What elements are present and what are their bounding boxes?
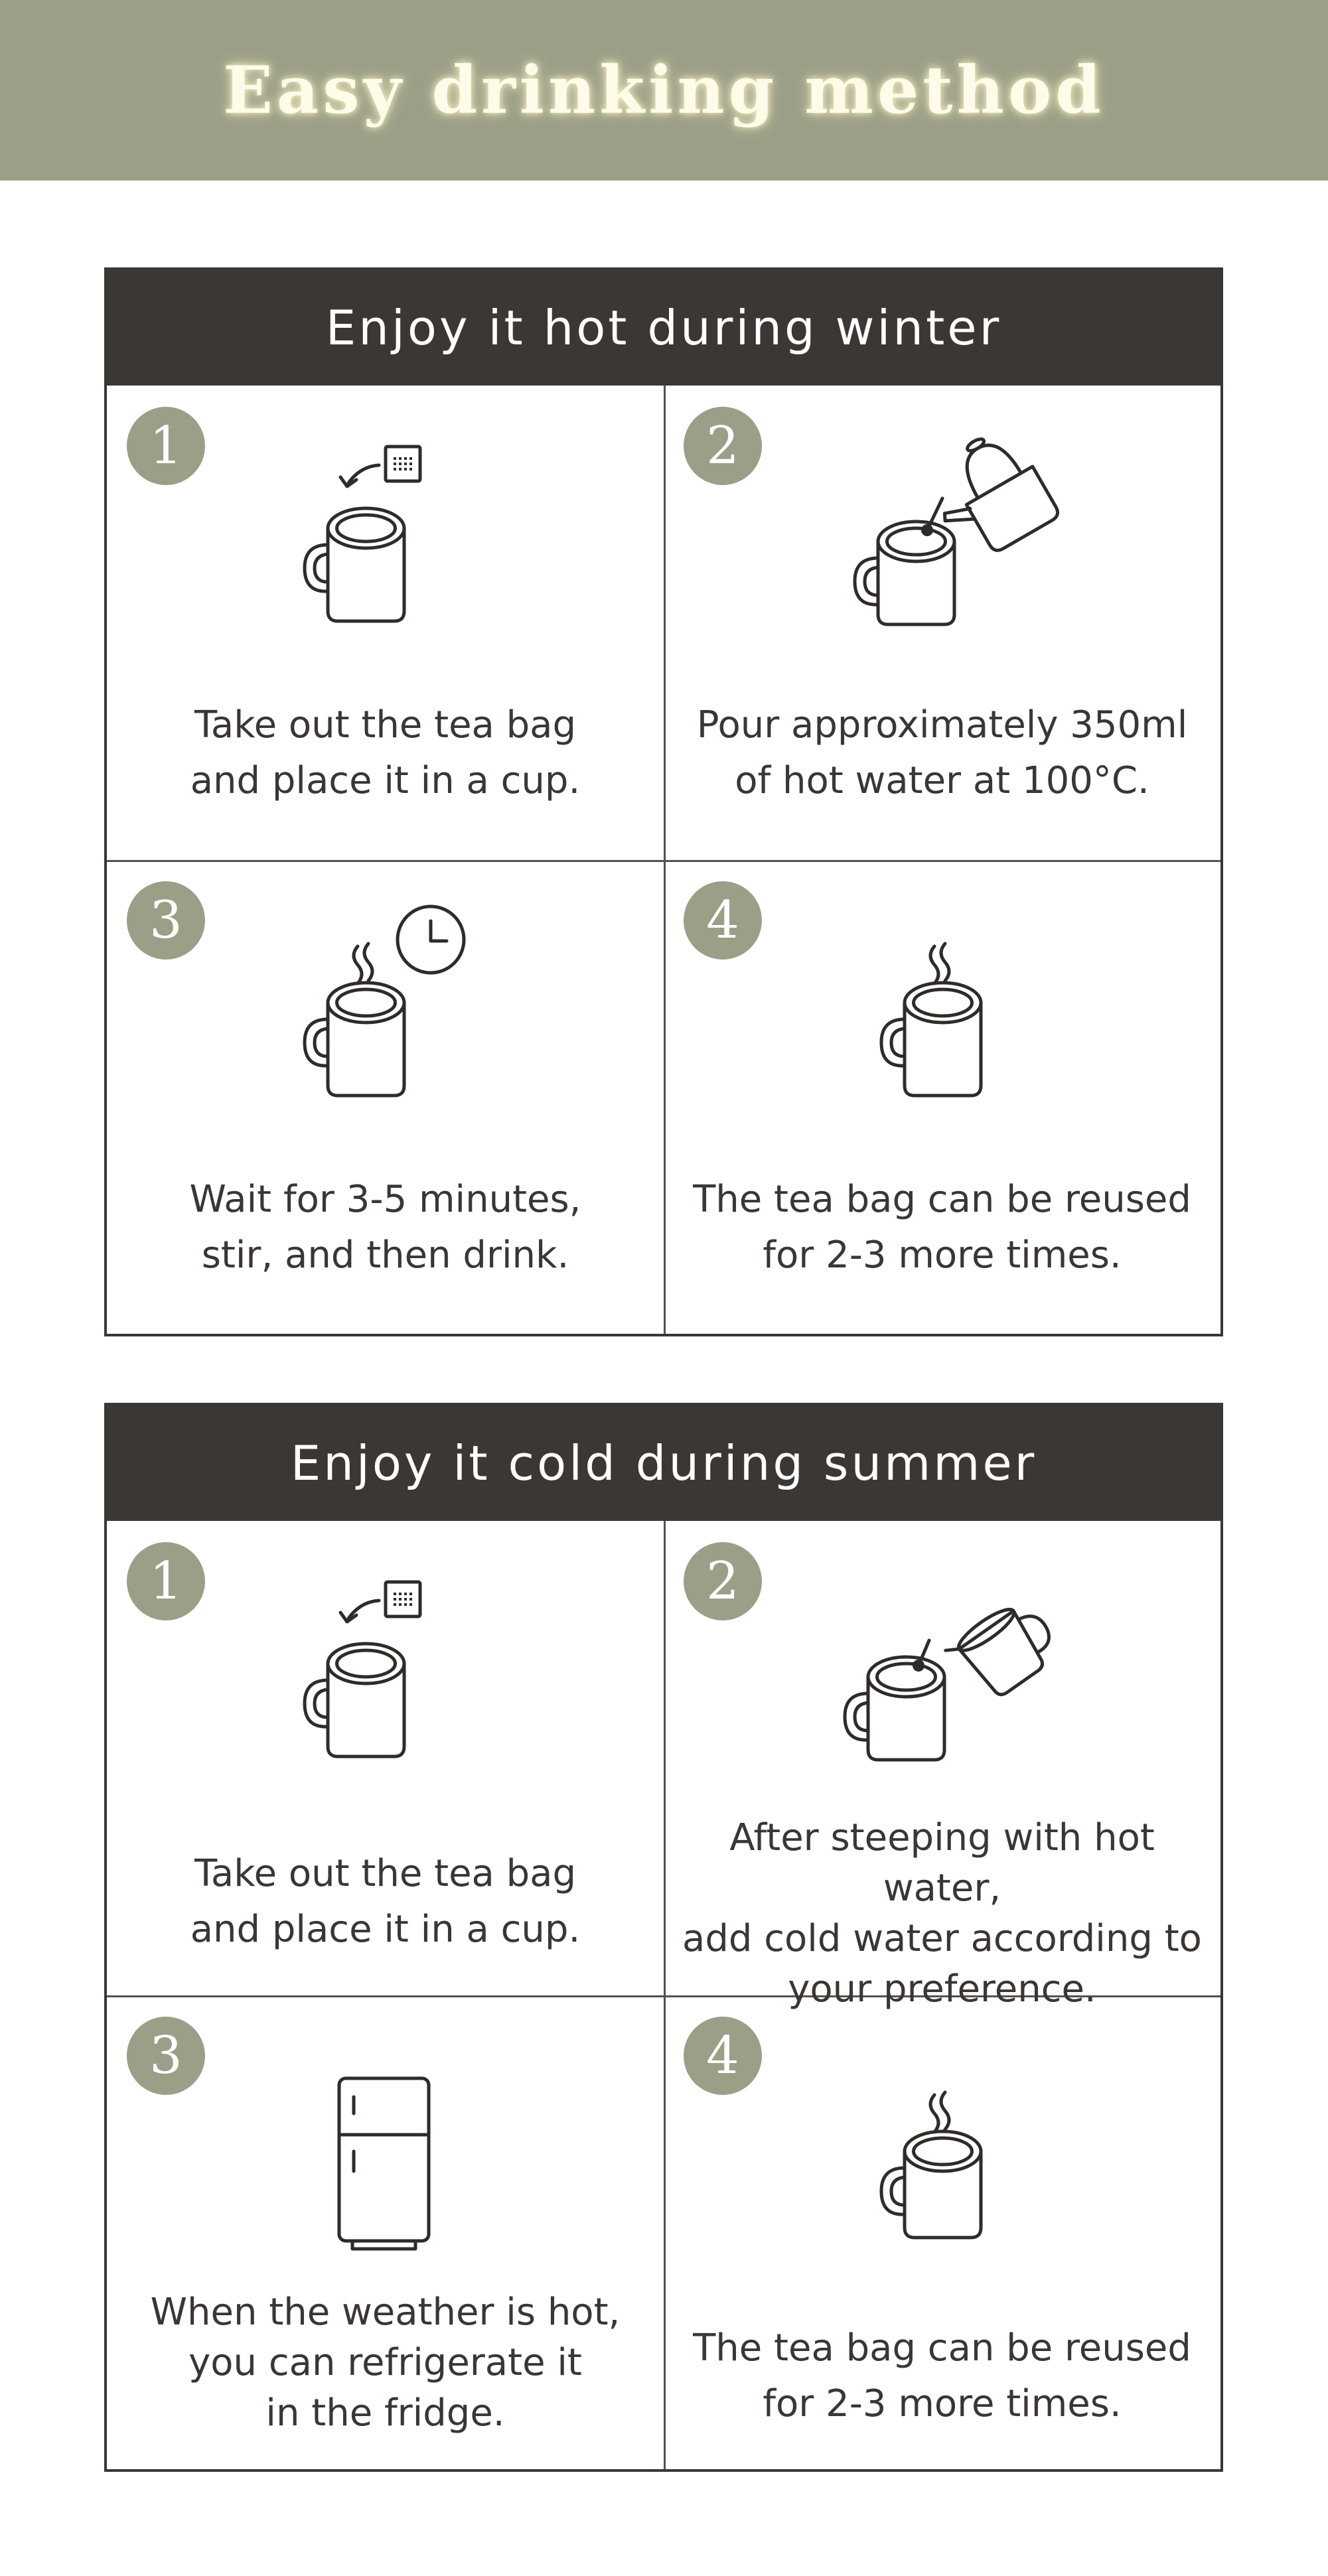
step-caption [677, 1172, 1207, 1283]
hot-step-2 [664, 386, 1220, 860]
cold-steps-grid [107, 1521, 1220, 2469]
cold-step-1 [107, 1521, 664, 1995]
page-title: Easy drinking method [223, 52, 1105, 129]
hot-section-header [107, 270, 1220, 386]
hot-steps-grid [107, 386, 1220, 1334]
caption-line: and place it in a cup. [190, 759, 581, 802]
caption-line: Take out the tea bag [194, 1852, 577, 1895]
fridge-icon [107, 2029, 664, 2254]
caption-line: add cold water according to [682, 1917, 1202, 1960]
cold-step-3 [107, 1995, 664, 2470]
step-caption [120, 697, 650, 809]
steaming-cup-clock-icon [107, 893, 664, 1119]
step-number-badge: 1 [127, 1542, 205, 1620]
cold-section-title: Enjoy it cold during summer [290, 1435, 1037, 1491]
caption-line: you can refrigerate it [188, 2340, 582, 2384]
caption-line: Pour approximately 350ml [696, 703, 1188, 747]
pitcher-pouring-icon [664, 1554, 1220, 1780]
hot-step-4 [664, 860, 1220, 1334]
step-number-badge: 4 [684, 2017, 762, 2095]
step-caption [120, 2287, 650, 2439]
steaming-cup-icon [664, 2029, 1220, 2254]
caption-line: The tea bag can be reused [693, 2326, 1191, 2370]
step-number-badge: 2 [684, 1542, 762, 1620]
hot-step-1 [107, 386, 664, 860]
cold-step-4 [664, 1995, 1220, 2470]
cold-step-2 [664, 1521, 1220, 2011]
caption-line: When the weather is hot, [150, 2290, 621, 2334]
top-banner [0, 0, 1328, 180]
step-number-badge: 1 [127, 407, 205, 485]
hot-section-title: Enjoy it hot during winter [325, 300, 1002, 356]
caption-line: Wait for 3-5 minutes, [189, 1177, 581, 1221]
caption-line: for 2-3 more times. [763, 1233, 1122, 1277]
cup-with-tea-bag-icon [107, 1554, 664, 1780]
caption-line: After steeping with hot water, [729, 1816, 1155, 1910]
step-caption [677, 697, 1207, 809]
cup-with-tea-bag-icon [107, 419, 664, 644]
step-caption [677, 1813, 1207, 2015]
caption-line: and place it in a cup. [190, 1908, 581, 1951]
step-caption [120, 1172, 650, 1283]
caption-line: stir, and then drink. [201, 1233, 569, 1277]
cold-section [104, 1403, 1223, 2472]
hot-step-3 [107, 860, 664, 1334]
steaming-cup-icon [664, 893, 1220, 1119]
hot-section [104, 267, 1223, 1336]
caption-line: of hot water at 100°C. [735, 759, 1149, 802]
caption-line: The tea bag can be reused [693, 1177, 1191, 1221]
caption-line: in the fridge. [265, 2391, 505, 2435]
caption-line: Take out the tea bag [194, 703, 577, 747]
caption-line: your preference. [788, 1968, 1096, 2011]
caption-line: for 2-3 more times. [763, 2382, 1122, 2425]
step-number-badge: 3 [127, 2017, 205, 2095]
step-number-badge: 2 [684, 407, 762, 485]
step-caption [677, 2321, 1207, 2432]
kettle-pouring-icon [664, 419, 1220, 644]
step-number-badge: 4 [684, 881, 762, 960]
cold-section-header [107, 1405, 1220, 1521]
step-number-badge: 3 [127, 881, 205, 960]
step-caption [120, 1846, 650, 1958]
